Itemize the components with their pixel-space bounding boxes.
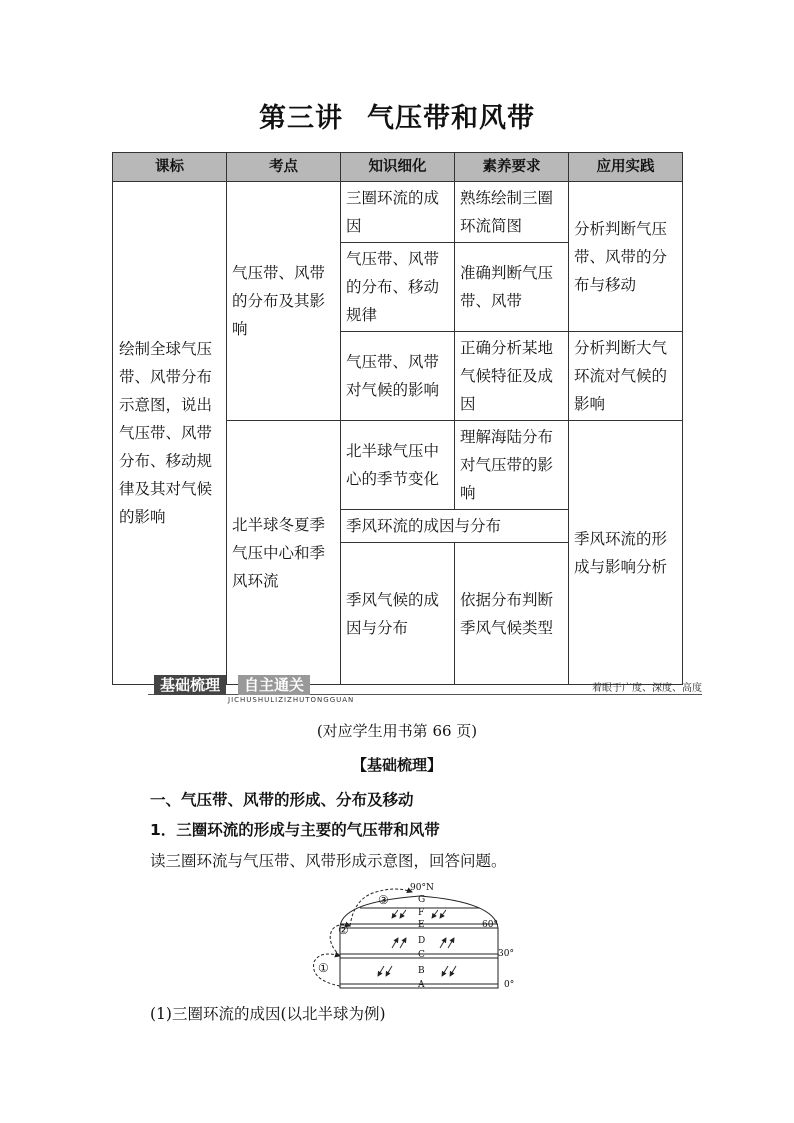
banner-pinyin: JICHUSHULIZIZHUTONGGUAN: [228, 696, 355, 704]
curriculum-table: [112, 152, 683, 685]
heading-1: 一、气压带、风带的形成、分布及移动: [150, 791, 414, 809]
table-row: [113, 182, 683, 243]
letter-e: E: [418, 920, 425, 930]
title-part2: 气压带和风带: [367, 103, 535, 134]
lat-60-label: 60°: [482, 920, 498, 930]
knowledge-cell: 季风气候的成因与分布: [341, 543, 455, 685]
header-literacy: 素养要求: [455, 153, 569, 182]
banner-slogan: 着眼于广度、深度、高度: [592, 683, 702, 694]
literacy-cell: 理解海陆分布对气压带的影响: [455, 421, 569, 510]
knowledge-cell: 北半球气压中心的季节变化: [341, 421, 455, 510]
instruction: 读三圈环流与气压带、风带形成示意图，回答问题。: [150, 852, 507, 870]
lesson-title: [0, 96, 794, 135]
literacy-cell: 正确分析某地气候特征及成因: [455, 332, 569, 421]
merged-knowledge-cell: 季风环流的成因与分布: [341, 510, 569, 543]
circulation-diagram: [300, 880, 530, 995]
lat-0-label: 0°: [504, 980, 515, 990]
literacy-cell: 依据分布判断季风气候类型: [455, 543, 569, 685]
letter-d: D: [418, 936, 426, 946]
section-tag: 【基础梳理】: [351, 756, 442, 774]
letter-g: G: [418, 895, 426, 905]
literacy-cell: 准确判断气压带、风带: [455, 243, 569, 332]
letter-b: B: [418, 966, 425, 976]
cell-3-label: ③: [378, 893, 389, 907]
letter-c: C: [418, 950, 425, 960]
banner-label-primary: 基础梳理: [154, 675, 226, 695]
subheading-1: (1)三圈环流的成因(以北半球为例): [150, 1005, 386, 1023]
knowledge-cell: 气压带、风带对气候的影响: [341, 332, 455, 421]
banner-label-secondary: 自主通关: [238, 675, 310, 695]
knowledge-cell: 气压带、风带的分布、移动规律: [341, 243, 455, 332]
lat-90-label: 90°N: [410, 883, 434, 893]
practice-cell: 分析判断气压带、风带的分布与移动: [569, 182, 683, 332]
pressure-letters: [417, 895, 425, 990]
cell-1-label: ①: [318, 961, 329, 975]
point-cell-2: 北半球冬夏季气压中心和季风环流: [227, 421, 341, 685]
table-header-row: [113, 153, 683, 182]
knowledge-cell: 三圈环流的成因: [341, 182, 455, 243]
header-practice: 应用实践: [569, 153, 683, 182]
letter-f: F: [418, 908, 425, 918]
banner-rule: [148, 694, 702, 695]
header-point: 考点: [227, 153, 341, 182]
point-cell-1: 气压带、风带的分布及其影响: [227, 182, 341, 421]
practice-cell: 分析判断大气环流对气候的影响: [569, 332, 683, 421]
section-banner: [112, 675, 710, 705]
practice-cell: 季风环流的形成与影响分析: [569, 421, 683, 685]
header-knowledge: 知识细化: [341, 153, 455, 182]
page-reference: (对应学生用书第 66 页): [316, 722, 478, 740]
cell-2-label: ②: [338, 923, 349, 937]
header-standard: 课标: [113, 153, 227, 182]
letter-a: A: [418, 980, 425, 990]
literacy-cell: 熟练绘制三圈环流简图: [455, 182, 569, 243]
heading-2: 1．三圈环流的形成与主要的气压带和风带: [150, 821, 440, 839]
standard-cell: 绘制全球气压带、风带分布示意图，说出气压带、风带分布、移动规律及其对气候的影响: [113, 182, 227, 685]
lat-30-label: 30°: [498, 949, 514, 959]
title-part1: 第三讲: [259, 103, 343, 134]
